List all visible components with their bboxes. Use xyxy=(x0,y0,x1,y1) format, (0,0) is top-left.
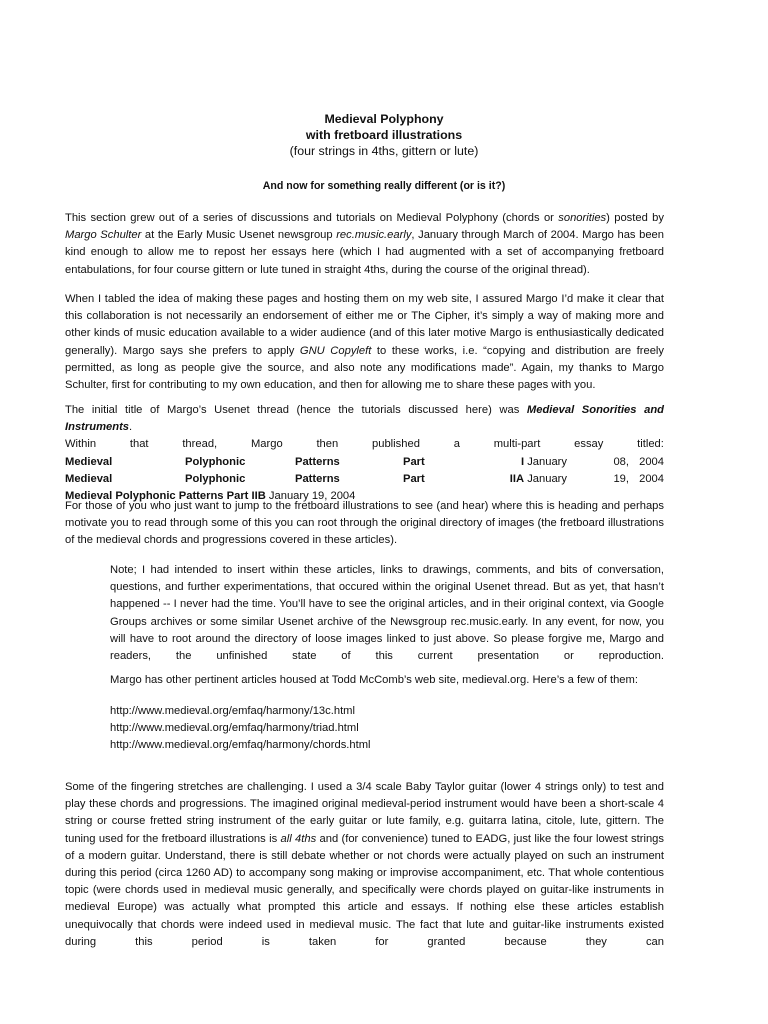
word: then xyxy=(316,438,339,451)
essay-row-2 xyxy=(65,471,664,488)
text-run: , January through March of 2004. Margo has been kind enough to allow me to repost her essays here (which I had augmented with a set of accompanying fretboard entabulations, for four course gittern or lute tuned in straight 4ths, during the course of the original thread). xyxy=(65,229,664,276)
text-run: The initial title of Margo’s Usenet thread (hence the tutorials discussed here) was xyxy=(65,404,527,416)
word: multi-part xyxy=(493,438,541,451)
note-paragraph: Note; I had intended to insert within these articles, links to drawings, comments, and bits of conversation, questions, and further experimentations, that occured within the original Usenet thread. But as yet, that hasn’t happened -- I never had the time. You’ll have to see the original articles, and in their original context, via Google Groups archives or some similar Usenet archive of the Newsgroup rec.music.early. In any event, for now, you will have to root around the directory of loose images linked to just above. So please forgive me, Margo and readers, the unfinished state of this current presentation or reproduction. xyxy=(110,564,664,663)
essay-title-word: Patterns xyxy=(295,472,340,485)
page-title-line3: (four strings in 4ths, gittern or lute) xyxy=(289,144,479,158)
essay-day: 08, xyxy=(613,455,629,468)
text-run-italic: sonorities xyxy=(558,212,607,224)
essay-month: January xyxy=(527,455,567,468)
article-link[interactable]: http://www.medieval.org/emfaq/harmony/13c.html xyxy=(110,705,355,717)
paragraph-collaboration xyxy=(65,291,664,394)
text-run: This section grew out of a series of discussions and tutorials on Medieval Polyphony (chords or xyxy=(65,212,559,224)
essay-month: January xyxy=(527,472,567,485)
essay-part: IIA xyxy=(509,472,525,485)
essay-title-word: Patterns xyxy=(295,455,340,468)
essay-part: I xyxy=(520,455,525,468)
essay-title-word: Part xyxy=(403,472,425,485)
word: titled: xyxy=(637,438,664,451)
word: essay xyxy=(574,438,604,451)
title-block xyxy=(0,111,768,159)
word: Margo xyxy=(250,438,283,451)
text-run: When I tabled the idea of making these pages and hosting them on my web site, I assured Margo I’d make it clear that this collaboration is not necessarily an endorsement of either me or The Cipher, it’s simply a way of making more and other kinds of music education available to a wider audience (and of this later motive Margo is enthusiastically dedicated generally). Margo says she prefers to apply xyxy=(65,293,664,357)
article-link[interactable]: http://www.medieval.org/emfaq/harmony/chords.html xyxy=(110,739,371,752)
word: that xyxy=(129,438,149,451)
text-run: ) posted by xyxy=(606,212,664,224)
essay-intro-line xyxy=(65,402,664,436)
text-run: and (for convenience) tuned to EADG, just like the four lowest strings of a modern guitar. Understand, there is still debate whether or not chords were actually played on such an instrument during this period (circa 1260 AD) to accompany song making or improvise accompaniment, etc. That whole contentious topic (were chords used in medieval music generally, and specifically were chords played on guitar-like instruments in medieval Europe) was actually what prompted this article and essays. If nothing else these articles establish unequivocally that chords were indeed used in medieval music. The fact that lute and guitar-like instruments existed during this period is taken for granted because they can xyxy=(65,832,664,948)
text-run: at the Early Music Usenet newsgroup xyxy=(141,229,337,242)
essay-day: 19, xyxy=(613,472,629,485)
license-name: GNU Copyleft xyxy=(299,344,372,357)
text-run: . xyxy=(129,421,133,434)
essay-title-word: Part xyxy=(403,455,425,468)
essay-title-word: Polyphonic xyxy=(185,455,246,468)
paragraph-fingering xyxy=(65,779,664,951)
paragraph-fretboard-link: For those of you who just want to jump to the fretboard illustrations to see (and hear) where this is heading and perhaps motivate you to read through some of this you can root through the original directory of images (the fretboard illustrations of the medieval chords and progressions covered in these articles). xyxy=(65,500,664,547)
word: a xyxy=(453,438,460,451)
section-subtitle: And now for something really different (or is it?) xyxy=(262,180,506,192)
word: Within xyxy=(65,438,97,451)
author-name: Margo Schulter xyxy=(65,229,142,242)
thread-title: Medieval Sonorities and Instruments xyxy=(65,404,664,434)
essay-title-word: Medieval xyxy=(65,472,113,485)
essay-part-cell xyxy=(501,454,571,471)
essay-intro-line2 xyxy=(65,436,664,453)
paragraph-essay-list xyxy=(65,402,664,505)
essay-date: January 19, 2004 xyxy=(265,490,356,503)
tuning-name: all 4ths xyxy=(280,832,317,845)
page-title-line2: with fretboard illustrations xyxy=(305,128,463,142)
paragraph-intro xyxy=(65,210,664,279)
essay-part-cell xyxy=(501,471,571,488)
word: thread, xyxy=(182,438,218,451)
essay-row-1 xyxy=(65,454,664,471)
essay-year: 2004 xyxy=(639,472,664,485)
text-run: Some of the fingering stretches are challenging. I used a 3/4 scale Baby Taylor guitar (lower 4 strings only) to test and play these chords and progressions. The imagined original medieval-period instrument would have been a short-scale 4 string or course fretted string instrument of the early guitar or lute family, e.g. guitarra latina, citole, lute, gittern. The tuning used for the fretboard illustrations is xyxy=(65,781,664,845)
text-run: to these works, i.e. “copying and distribution are freely permitted, as long as people give the source, and also note any modifications made”. Again, my thanks to Margo Schulter, first for contributing to my own education, and then for allowing me to share these pages with you. xyxy=(65,344,665,392)
essay-title-word: Medieval xyxy=(65,455,113,468)
note-articles-intro: Margo has other pertinent articles housed at Todd McComb’s web site, medieval.org. Here’s a few of them: xyxy=(110,674,638,686)
essay-title: Medieval Polyphonic Patterns Part IIB xyxy=(65,490,266,503)
word: published xyxy=(372,438,420,451)
article-links xyxy=(110,703,664,755)
article-link[interactable]: http://www.medieval.org/emfaq/harmony/triad.html xyxy=(110,722,359,735)
essay-title-word: Polyphonic xyxy=(185,472,246,485)
newsgroup-name: rec.music.early xyxy=(336,229,412,242)
essay-year: 2004 xyxy=(639,455,664,468)
page-title: Medieval Polyphony xyxy=(324,112,444,126)
